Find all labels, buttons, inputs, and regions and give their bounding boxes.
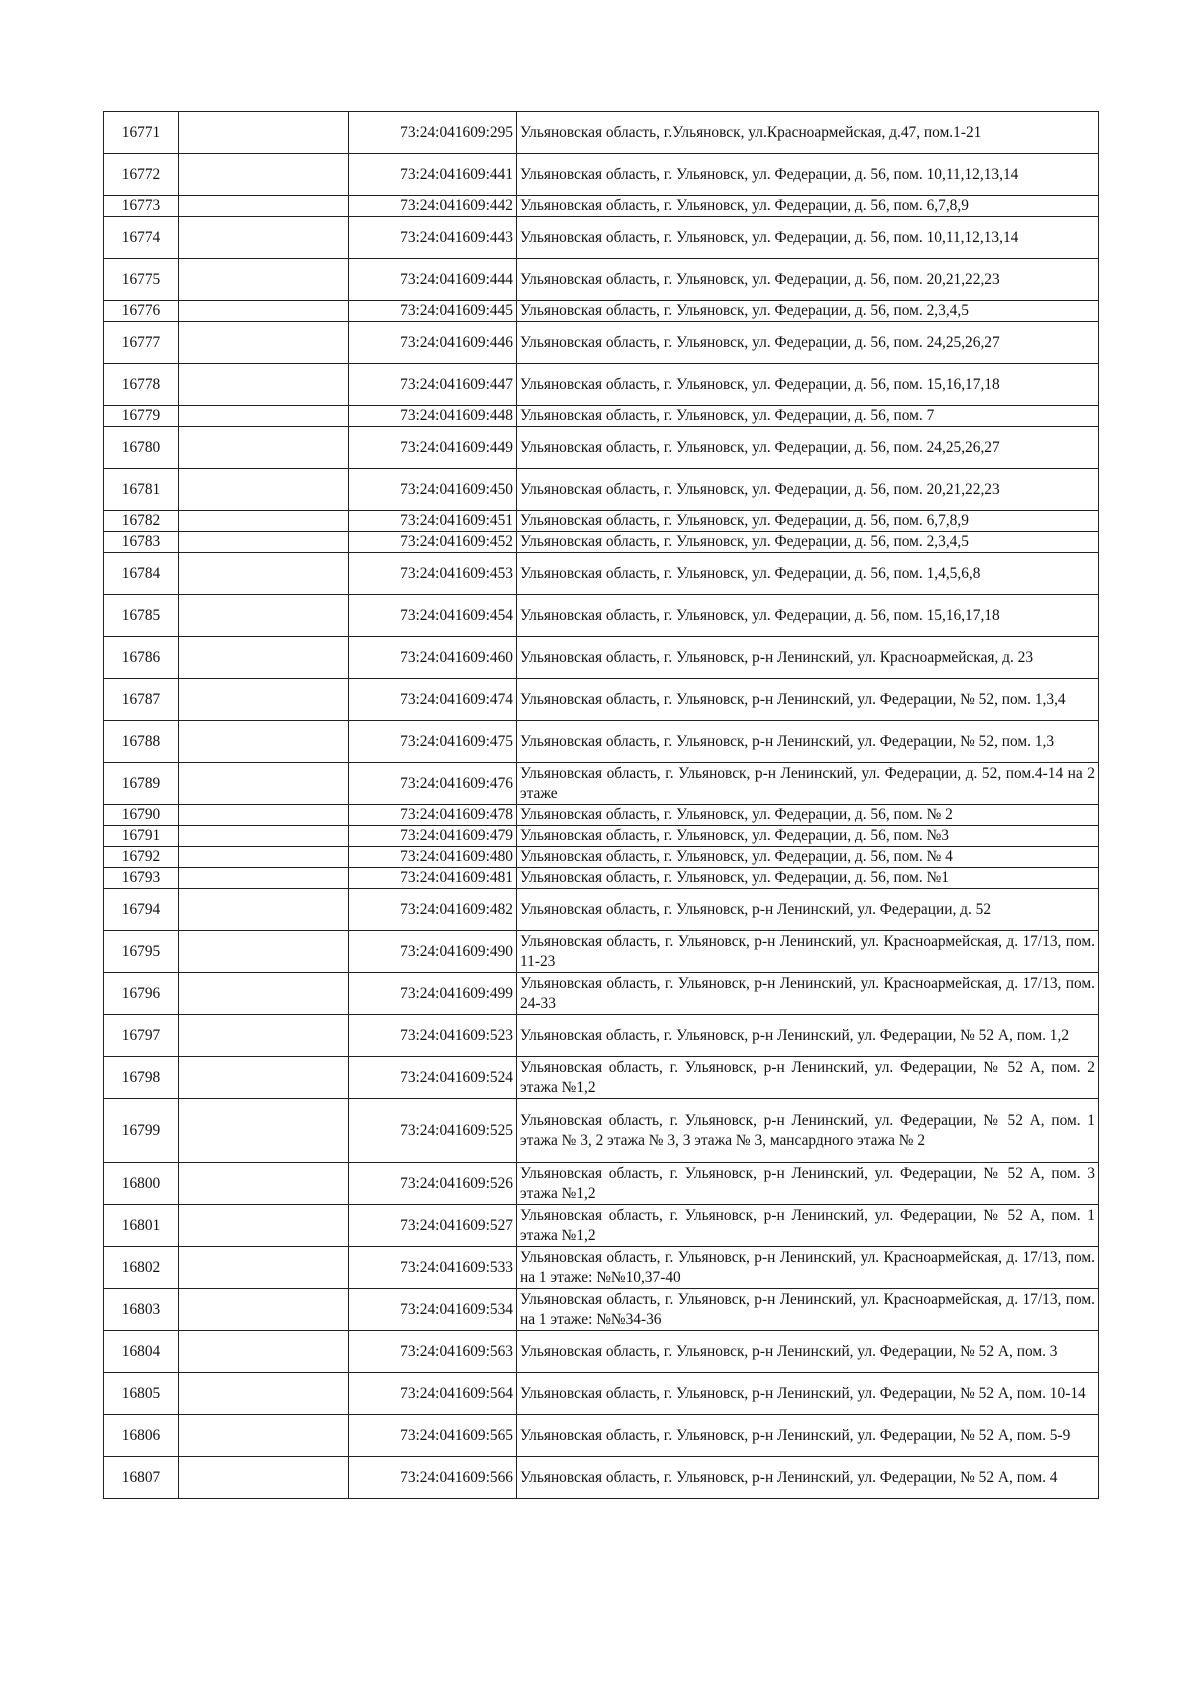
owner-cell — [179, 721, 349, 763]
cadastral-number-cell: 73:24:041609:525 — [349, 1099, 517, 1163]
owner-cell — [179, 868, 349, 889]
address-cell: Ульяновская область, г. Ульяновск, р-н Ленинский, ул. Федерации, д. 52 — [517, 889, 1099, 931]
address-cell: Ульяновская область, г. Ульяновск, ул. Федерации, д. 56, пом. №1 — [517, 868, 1099, 889]
table-row — [104, 511, 1099, 532]
table-body — [104, 112, 1099, 1499]
row-number-cell: 16807 — [104, 1457, 179, 1499]
address-cell: Ульяновская область, г. Ульяновск, ул. Федерации, д. 56, пом. 15,16,17,18 — [517, 364, 1099, 406]
row-number-cell: 16800 — [104, 1163, 179, 1205]
owner-cell — [179, 259, 349, 301]
cadastral-number-cell: 73:24:041609:443 — [349, 217, 517, 259]
owner-cell — [179, 553, 349, 595]
table-row — [104, 1057, 1099, 1099]
row-number-cell: 16805 — [104, 1373, 179, 1415]
table-row — [104, 364, 1099, 406]
table-row — [104, 847, 1099, 868]
address-cell: Ульяновская область, г. Ульяновск, ул. Федерации, д. 56, пом. 20,21,22,23 — [517, 469, 1099, 511]
address-cell: Ульяновская область, г. Ульяновск, ул. Федерации, д. 56, пом. 24,25,26,27 — [517, 322, 1099, 364]
cadastral-number-cell: 73:24:041609:523 — [349, 1015, 517, 1057]
owner-cell — [179, 1015, 349, 1057]
table-row — [104, 1331, 1099, 1373]
address-cell: Ульяновская область, г. Ульяновск, р-н Ленинский, ул. Красноармейская, д. 17/13, пом. на 1 этаже: №№10,37-40 — [517, 1247, 1099, 1289]
owner-cell — [179, 1289, 349, 1331]
owner-cell — [179, 1457, 349, 1499]
table-row — [104, 532, 1099, 553]
table-row — [104, 469, 1099, 511]
cadastral-number-cell: 73:24:041609:295 — [349, 112, 517, 154]
table-row — [104, 973, 1099, 1015]
owner-cell — [179, 679, 349, 721]
row-number-cell: 16780 — [104, 427, 179, 469]
table-row — [104, 721, 1099, 763]
address-cell: Ульяновская область, г. Ульяновск, ул. Федерации, д. 56, пом. 7 — [517, 406, 1099, 427]
row-number-cell: 16806 — [104, 1415, 179, 1457]
cadastral-number-cell: 73:24:041609:453 — [349, 553, 517, 595]
owner-cell — [179, 532, 349, 553]
owner-cell — [179, 889, 349, 931]
table-row — [104, 259, 1099, 301]
row-number-cell: 16794 — [104, 889, 179, 931]
row-number-cell: 16790 — [104, 805, 179, 826]
row-number-cell: 16787 — [104, 679, 179, 721]
owner-cell — [179, 196, 349, 217]
table-row — [104, 763, 1099, 805]
row-number-cell: 16778 — [104, 364, 179, 406]
owner-cell — [179, 973, 349, 1015]
cadastral-number-cell: 73:24:041609:479 — [349, 826, 517, 847]
table-row — [104, 553, 1099, 595]
row-number-cell: 16788 — [104, 721, 179, 763]
address-cell: Ульяновская область, г. Ульяновск, р-н Ленинский, ул. Федерации, № 52 А, пом. 5-9 — [517, 1415, 1099, 1457]
table-row — [104, 112, 1099, 154]
table-row — [104, 889, 1099, 931]
address-cell: Ульяновская область, г. Ульяновск, р-н Ленинский, ул. Федерации, № 52 А, пом. 1,2 — [517, 1015, 1099, 1057]
address-cell: Ульяновская область, г. Ульяновск, ул. Федерации, д. 56, пом. 20,21,22,23 — [517, 259, 1099, 301]
cadastral-number-cell: 73:24:041609:563 — [349, 1331, 517, 1373]
owner-cell — [179, 406, 349, 427]
row-number-cell: 16798 — [104, 1057, 179, 1099]
address-cell: Ульяновская область, г. Ульяновск, ул. Федерации, д. 56, пом. №3 — [517, 826, 1099, 847]
owner-cell — [179, 1373, 349, 1415]
address-cell: Ульяновская область, г. Ульяновск, ул. Федерации, д. 56, пом. № 4 — [517, 847, 1099, 868]
property-registry-table — [103, 111, 1099, 1499]
table-row — [104, 301, 1099, 322]
owner-cell — [179, 763, 349, 805]
cadastral-number-cell: 73:24:041609:533 — [349, 1247, 517, 1289]
owner-cell — [179, 217, 349, 259]
cadastral-number-cell: 73:24:041609:447 — [349, 364, 517, 406]
cadastral-number-cell: 73:24:041609:446 — [349, 322, 517, 364]
owner-cell — [179, 322, 349, 364]
cadastral-number-cell: 73:24:041609:480 — [349, 847, 517, 868]
address-cell: Ульяновская область, г. Ульяновск, ул. Федерации, д. 56, пом. 24,25,26,27 — [517, 427, 1099, 469]
owner-cell — [179, 931, 349, 973]
table-row — [104, 154, 1099, 196]
address-cell: Ульяновская область, г. Ульяновск, р-н Ленинский, ул. Красноармейская, д. 17/13, пом. на 1 этаже: №№34-36 — [517, 1289, 1099, 1331]
address-cell: Ульяновская область, г. Ульяновск, р-н Ленинский, ул. Федерации, № 52 А, пом. 2 этажа №1,2 — [517, 1057, 1099, 1099]
owner-cell — [179, 1331, 349, 1373]
row-number-cell: 16783 — [104, 532, 179, 553]
address-cell: Ульяновская область, г. Ульяновск, ул. Федерации, д. 56, пом. 1,4,5,6,8 — [517, 553, 1099, 595]
address-cell: Ульяновская область, г. Ульяновск, ул. Федерации, д. 56, пом. 10,11,12,13,14 — [517, 217, 1099, 259]
owner-cell — [179, 469, 349, 511]
owner-cell — [179, 1099, 349, 1163]
owner-cell — [179, 1247, 349, 1289]
owner-cell — [179, 1057, 349, 1099]
cadastral-number-cell: 73:24:041609:460 — [349, 637, 517, 679]
owner-cell — [179, 805, 349, 826]
owner-cell — [179, 511, 349, 532]
address-cell: Ульяновская область, г. Ульяновск, р-н Ленинский, ул. Федерации, № 52, пом. 1,3 — [517, 721, 1099, 763]
owner-cell — [179, 427, 349, 469]
cadastral-number-cell: 73:24:041609:448 — [349, 406, 517, 427]
row-number-cell: 16789 — [104, 763, 179, 805]
row-number-cell: 16781 — [104, 469, 179, 511]
owner-cell — [179, 1205, 349, 1247]
cadastral-number-cell: 73:24:041609:482 — [349, 889, 517, 931]
address-cell: Ульяновская область, г. Ульяновск, р-н Ленинский, ул. Федерации, № 52 А, пом. 1 этажа №1,2 — [517, 1205, 1099, 1247]
table-row — [104, 406, 1099, 427]
row-number-cell: 16777 — [104, 322, 179, 364]
table-row — [104, 427, 1099, 469]
row-number-cell: 16799 — [104, 1099, 179, 1163]
address-cell: Ульяновская область, г. Ульяновск, р-н Ленинский, ул. Красноармейская, д. 17/13, пом. 24-33 — [517, 973, 1099, 1015]
row-number-cell: 16795 — [104, 931, 179, 973]
cadastral-number-cell: 73:24:041609:445 — [349, 301, 517, 322]
row-number-cell: 16804 — [104, 1331, 179, 1373]
cadastral-number-cell: 73:24:041609:441 — [349, 154, 517, 196]
cadastral-number-cell: 73:24:041609:481 — [349, 868, 517, 889]
table-row — [104, 217, 1099, 259]
table-row — [104, 595, 1099, 637]
cadastral-number-cell: 73:24:041609:534 — [349, 1289, 517, 1331]
row-number-cell: 16779 — [104, 406, 179, 427]
row-number-cell: 16801 — [104, 1205, 179, 1247]
table-row — [104, 637, 1099, 679]
row-number-cell: 16802 — [104, 1247, 179, 1289]
owner-cell — [179, 1163, 349, 1205]
cadastral-number-cell: 73:24:041609:452 — [349, 532, 517, 553]
table-row — [104, 805, 1099, 826]
cadastral-number-cell: 73:24:041609:451 — [349, 511, 517, 532]
cadastral-number-cell: 73:24:041609:442 — [349, 196, 517, 217]
cadastral-number-cell: 73:24:041609:524 — [349, 1057, 517, 1099]
row-number-cell: 16784 — [104, 553, 179, 595]
row-number-cell: 16772 — [104, 154, 179, 196]
cadastral-number-cell: 73:24:041609:450 — [349, 469, 517, 511]
owner-cell — [179, 154, 349, 196]
owner-cell — [179, 595, 349, 637]
table-row — [104, 1457, 1099, 1499]
owner-cell — [179, 847, 349, 868]
table-row — [104, 1415, 1099, 1457]
row-number-cell: 16785 — [104, 595, 179, 637]
row-number-cell: 16771 — [104, 112, 179, 154]
table-row — [104, 679, 1099, 721]
address-cell: Ульяновская область, г.Ульяновск, ул.Красноармейская, д.47, пом.1-21 — [517, 112, 1099, 154]
row-number-cell: 16797 — [104, 1015, 179, 1057]
row-number-cell: 16792 — [104, 847, 179, 868]
table-row — [104, 1289, 1099, 1331]
address-cell: Ульяновская область, г. Ульяновск, р-н Ленинский, ул. Красноармейская, д. 23 — [517, 637, 1099, 679]
owner-cell — [179, 112, 349, 154]
owner-cell — [179, 637, 349, 679]
address-cell: Ульяновская область, г. Ульяновск, ул. Федерации, д. 56, пом. 10,11,12,13,14 — [517, 154, 1099, 196]
cadastral-number-cell: 73:24:041609:526 — [349, 1163, 517, 1205]
cadastral-number-cell: 73:24:041609:476 — [349, 763, 517, 805]
address-cell: Ульяновская область, г. Ульяновск, ул. Федерации, д. 56, пом. 2,3,4,5 — [517, 301, 1099, 322]
row-number-cell: 16775 — [104, 259, 179, 301]
table-row — [104, 196, 1099, 217]
address-cell: Ульяновская область, г. Ульяновск, р-н Ленинский, ул. Красноармейская, д. 17/13, пом. 11-23 — [517, 931, 1099, 973]
table-row — [104, 1099, 1099, 1163]
address-cell: Ульяновская область, г. Ульяновск, р-н Ленинский, ул. Федерации, № 52 А, пом. 1 этажа № 3, 2 этажа № 3, 3 этажа № 3, мансардного этажа № 2 — [517, 1099, 1099, 1163]
table-row — [104, 1163, 1099, 1205]
table-row — [104, 1373, 1099, 1415]
cadastral-number-cell: 73:24:041609:566 — [349, 1457, 517, 1499]
address-cell: Ульяновская область, г. Ульяновск, р-н Ленинский, ул. Федерации, № 52 А, пом. 3 этажа №1,2 — [517, 1163, 1099, 1205]
address-cell: Ульяновская область, г. Ульяновск, р-н Ленинский, ул. Федерации, № 52 А, пом. 10-14 — [517, 1373, 1099, 1415]
table-row — [104, 1205, 1099, 1247]
row-number-cell: 16774 — [104, 217, 179, 259]
address-cell: Ульяновская область, г. Ульяновск, р-н Ленинский, ул. Федерации, № 52 А, пом. 4 — [517, 1457, 1099, 1499]
table-row — [104, 931, 1099, 973]
address-cell: Ульяновская область, г. Ульяновск, ул. Федерации, д. 56, пом. 2,3,4,5 — [517, 532, 1099, 553]
address-cell: Ульяновская область, г. Ульяновск, ул. Федерации, д. 56, пом. № 2 — [517, 805, 1099, 826]
table-row — [104, 826, 1099, 847]
address-cell: Ульяновская область, г. Ульяновск, ул. Федерации, д. 56, пом. 6,7,8,9 — [517, 511, 1099, 532]
cadastral-number-cell: 73:24:041609:490 — [349, 931, 517, 973]
row-number-cell: 16782 — [104, 511, 179, 532]
cadastral-number-cell: 73:24:041609:454 — [349, 595, 517, 637]
cadastral-number-cell: 73:24:041609:527 — [349, 1205, 517, 1247]
owner-cell — [179, 826, 349, 847]
cadastral-number-cell: 73:24:041609:499 — [349, 973, 517, 1015]
row-number-cell: 16791 — [104, 826, 179, 847]
address-cell: Ульяновская область, г. Ульяновск, ул. Федерации, д. 56, пом. 15,16,17,18 — [517, 595, 1099, 637]
row-number-cell: 16776 — [104, 301, 179, 322]
row-number-cell: 16773 — [104, 196, 179, 217]
table-row — [104, 1247, 1099, 1289]
row-number-cell: 16803 — [104, 1289, 179, 1331]
cadastral-number-cell: 73:24:041609:449 — [349, 427, 517, 469]
row-number-cell: 16786 — [104, 637, 179, 679]
cadastral-number-cell: 73:24:041609:475 — [349, 721, 517, 763]
owner-cell — [179, 301, 349, 322]
cadastral-number-cell: 73:24:041609:564 — [349, 1373, 517, 1415]
cadastral-number-cell: 73:24:041609:444 — [349, 259, 517, 301]
address-cell: Ульяновская область, г. Ульяновск, ул. Федерации, д. 56, пом. 6,7,8,9 — [517, 196, 1099, 217]
row-number-cell: 16796 — [104, 973, 179, 1015]
address-cell: Ульяновская область, г. Ульяновск, р-н Ленинский, ул. Федерации, д. 52, пом.4-14 на 2 этаже — [517, 763, 1099, 805]
cadastral-number-cell: 73:24:041609:474 — [349, 679, 517, 721]
cadastral-number-cell: 73:24:041609:478 — [349, 805, 517, 826]
owner-cell — [179, 364, 349, 406]
address-cell: Ульяновская область, г. Ульяновск, р-н Ленинский, ул. Федерации, № 52, пом. 1,3,4 — [517, 679, 1099, 721]
cadastral-number-cell: 73:24:041609:565 — [349, 1415, 517, 1457]
owner-cell — [179, 1415, 349, 1457]
table-row — [104, 868, 1099, 889]
row-number-cell: 16793 — [104, 868, 179, 889]
table-row — [104, 322, 1099, 364]
table-row — [104, 1015, 1099, 1057]
address-cell: Ульяновская область, г. Ульяновск, р-н Ленинский, ул. Федерации, № 52 А, пом. 3 — [517, 1331, 1099, 1373]
